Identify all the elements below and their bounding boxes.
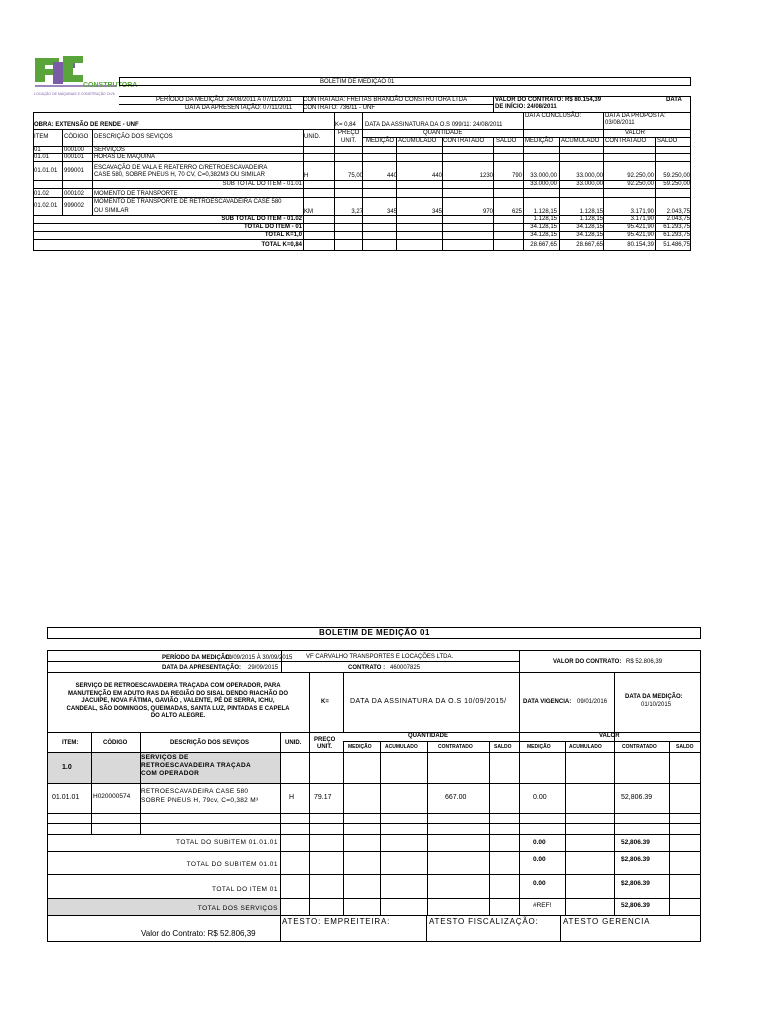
- top-h-preco2: UNIT.: [341, 138, 356, 144]
- top-title-box: [119, 77, 691, 86]
- top-r6-qcon: 970: [482, 209, 493, 215]
- top-r7-vsal: 2.043,75: [666, 216, 690, 222]
- bottom-total-4-vmed: #REF!: [533, 902, 552, 909]
- bottom-valor-contrato-footer: Valor do Contrato: R$ 52.806,39: [141, 929, 256, 938]
- top-inicio: DE INÍCIO: 24/08/2011: [495, 104, 557, 110]
- top-r6-qacu: 345: [431, 209, 442, 215]
- logo-tagline: LOCAÇÃO DE MÁQUINAS E CONSTRUÇÃO CIVIL: [34, 92, 116, 96]
- bottom-servico-line-5: DO ALTO ALEGRE.: [150, 713, 206, 719]
- top-r1-item: 01: [34, 147, 41, 153]
- top-r3-preco: 75,00: [347, 173, 363, 179]
- top-data-proposta-value: 03/08/2011: [605, 120, 635, 126]
- bottom-h-codigo: CÓDIGO: [103, 740, 128, 746]
- bottom-h-q-saldo: SALDO: [494, 744, 512, 750]
- top-contratada: CONTRATADA: FREITAS BRANDÃO CONSTRUTORA LTDA: [303, 97, 468, 103]
- bottom-group-desc-3: COM OPERADOR: [141, 770, 200, 777]
- top-r3-item: 01.01.01: [34, 168, 58, 174]
- top-r6-qsal: 625: [511, 209, 522, 215]
- top-r6-item: 01.02.01: [34, 203, 58, 209]
- bottom-title: BOLETIM DE MEDIÇÃO 01: [319, 628, 430, 637]
- bottom-servico-description: [47, 683, 309, 721]
- top-title: BOLETIM DE MEDIÇÃO 01: [320, 78, 395, 85]
- bottom-line-contratado: 667.00: [445, 794, 467, 801]
- bottom-h-q-acumulado: ACUMULADO: [385, 744, 418, 750]
- bottom-h-v-acumulado: ACUMULADO: [569, 744, 602, 750]
- bottom-line-item: 01.01.01: [52, 794, 80, 801]
- bottom-line-v-contratado: 52,806.39: [621, 794, 653, 801]
- bottom-data-medicao-label: DATA DA MEDIÇÃO:: [625, 694, 683, 700]
- bottom-contrato-label: CONTRATO :: [348, 665, 386, 671]
- bottom-total-4-label: TOTAL DOS SERVIÇOS: [197, 905, 278, 912]
- bottom-h-unid: UNID.: [285, 740, 302, 746]
- top-r9-vcon: 95.421,90: [627, 232, 654, 238]
- top-r4-vsal: 59.250,00: [663, 181, 690, 187]
- top-h-v-acumulado: ACUMULADO: [561, 138, 600, 144]
- top-r3-vmed: 33.000,00: [530, 173, 557, 179]
- top-r3-desc1: ESCAVAÇÃO DE VALA E REATERRO C/RETROESCAVADEIRA: [94, 165, 268, 171]
- top-r8-vmed: 34.128,15: [530, 224, 557, 230]
- atesto-empreiteira: ATESTO: EMPREITEIRA:: [282, 917, 391, 926]
- top-r5-item: 01.02: [34, 191, 50, 197]
- top-r3-desc2: CASE 580, SOBRE PNEUS H, 70 CV, C=0,382M3 OU SIMILAR: [94, 172, 266, 178]
- atesto-gerencia: ATESTO GERENCIA: [563, 917, 651, 926]
- top-r5-desc: MOMENTO DE TRANSPORTE: [94, 191, 178, 197]
- top-r6-qmed: 345: [386, 209, 397, 215]
- top-data-label: DATA: [666, 97, 682, 103]
- top-h-v-contratado: CONTRATADO: [605, 138, 647, 144]
- top-r7-vmed: 1.128,15: [533, 216, 557, 222]
- bottom-h-v-medicao: MEDIÇÃO: [527, 744, 551, 750]
- top-r3-vacu: 33.000,00: [576, 173, 603, 179]
- bottom-h-preco2: UNIT.: [317, 744, 332, 750]
- top-r3-qacu: 440: [431, 173, 442, 179]
- top-h-codigo: CÓDIGO: [64, 134, 89, 140]
- top-h-q-medicao: MEDIÇÃO: [366, 138, 395, 144]
- top-r6-desc2: OU SIMILAR: [94, 208, 129, 214]
- bottom-h-item: ITEM:: [62, 740, 79, 746]
- bottom-line-v-medicao: 0.00: [533, 794, 547, 801]
- top-h-quantidade: QUANTIDADE: [423, 130, 463, 136]
- bottom-contratada: VF CARVALHO TRANSPORTES E LOCAÇÕES LTDA.: [306, 654, 454, 660]
- top-h-q-acumulado: ACUMULADO: [398, 138, 437, 144]
- top-r3-vcon: 92.250,00: [627, 173, 654, 179]
- top-r6-desc1: MOMENTO DE TRANSPORTE DE RETROESCAVADEIRA CASE 580: [94, 199, 282, 205]
- bottom-total-1-label: TOTAL DO SUBITEM 01.01.01: [176, 839, 278, 846]
- top-r10-vacu: 28.667,65: [576, 242, 603, 248]
- top-r6-vsal: 2.043,75: [666, 209, 690, 215]
- top-h-preco1: PREÇO: [338, 130, 360, 136]
- top-h-descricao: DESCRIÇÃO DOS SEVIÇOS: [94, 134, 173, 140]
- top-r3-unid: H: [304, 173, 309, 179]
- top-r6-preco: 3,27: [351, 209, 363, 215]
- top-r6-vcon: 3.171,90: [630, 209, 654, 215]
- bottom-servico-line-2: MANUTENÇÃO EM ADUTO RAS DA REGIÃO DO SISAL DENDO RIACHÃO DO: [67, 690, 288, 697]
- bottom-data-assinatura: DATA DA ASSINATURA DA O.S 10/09/2015/: [350, 698, 507, 705]
- top-r3-codigo: 999001: [64, 168, 85, 174]
- bottom-total-4-vcon: 52,806.39: [621, 902, 650, 909]
- bottom-periodo-label: PERÍODO DA MEDIÇÃO:: [162, 655, 232, 661]
- bottom-total-2-vcon: $2,806.39: [621, 856, 650, 863]
- top-valor-contrato: VALOR DO CONTRATO: R$ 80.154,39: [495, 97, 602, 103]
- bottom-total-3-vcon: $2,806.39: [621, 880, 650, 887]
- top-r6-vacu: 1.128,15: [579, 209, 603, 215]
- top-r8-vacu: 34.128,15: [576, 224, 603, 230]
- top-h-q-contratado: CONTRATADO: [443, 138, 485, 144]
- bottom-h-v-contratado: CONTRATADO: [622, 744, 657, 750]
- top-h-item: ITEM: [34, 134, 49, 140]
- top-data-conclusao: DATA CONCLUSÃO:: [525, 113, 582, 119]
- top-h-v-medicao: MEDIÇÃO: [525, 138, 554, 144]
- top-r4-total: SUB TOTAL DO ITEM - 01.01: [222, 181, 302, 187]
- top-r4-vcon: 92.250,00: [627, 181, 654, 187]
- top-r2-codigo: 000101: [64, 154, 85, 160]
- bottom-servico-line-1: SERVIÇO DE RETROESCAVADEIRA TRAÇADA COM OPERADOR, PARA: [75, 683, 281, 689]
- bottom-servico-line-3: JACUIPE, NOVA FÁTIMA, GAVIÃO , VALENTE, PÉ DE SERRA, ICHU,: [81, 698, 275, 704]
- bottom-h-descricao: DESCRIÇÃO DOS SEVIÇOS: [170, 740, 250, 746]
- top-r9-total: TOTAL K=1,0: [264, 232, 302, 238]
- top-r3-qsal: 790: [511, 173, 522, 179]
- top-r10-vmed: 28.667,65: [530, 242, 557, 248]
- top-r4-vmed: 33.000,00: [530, 181, 557, 187]
- top-h-unid: UNID.: [304, 134, 321, 140]
- logo-company-name: CONSTRUTORA: [83, 82, 138, 89]
- bottom-line-desc-1: RETROESCAVADEIRA CASE 580: [141, 788, 249, 795]
- top-r4-vacu: 33.000,00: [576, 181, 603, 187]
- bottom-line-codigo: H020000574: [93, 793, 131, 800]
- bottom-total-2-label: TOTAL DO SUBITEM 01.01: [186, 861, 278, 868]
- bottom-k: K=: [321, 699, 329, 705]
- bottom-apresentacao-label: DATA DA APRESENTAÇÃO:: [162, 665, 241, 671]
- bottom-h-q-medicao: MEDIÇÃO: [348, 744, 372, 750]
- bottom-total-1-vcon: 52,806.39: [621, 839, 650, 846]
- bottom-h-preco1: PREÇO: [314, 737, 336, 743]
- top-r2-item: 01.01: [34, 154, 50, 160]
- bottom-group-desc-1: SERVIÇOS DE: [141, 754, 189, 761]
- top-contrato: CONTRATO: 736/11 - UNF: [303, 105, 376, 111]
- bottom-line-desc-2: SOBRE PNEUS H, 79cv, C=0,382 M³: [141, 797, 259, 804]
- top-r8-vcon: 95.421,90: [627, 224, 654, 230]
- bottom-h-v-saldo: SALDO: [676, 744, 694, 750]
- bottom-total-3-vmed: 0.00: [533, 880, 546, 887]
- bottom-apresentacao-value: 29/09/2015: [248, 665, 279, 671]
- top-r10-total: TOTAL K=0,84: [261, 242, 302, 248]
- bottom-group-desc-2: RETROESCAVADEIRA TRAÇADA: [141, 762, 251, 769]
- top-r6-vmed: 1.128,15: [533, 209, 557, 215]
- bottom-servico-line-4: CANDEAL, SÃO DOMINGOS, QUEIMADAS, SANTA LUZ, PINTADAS E CAPELA: [66, 705, 290, 712]
- bottom-h-q-contratado: CONTRATADO: [438, 744, 473, 750]
- top-r8-total: TOTAL DO ITEM - 01: [243, 224, 302, 230]
- top-r7-vcon: 3.171,90: [630, 216, 654, 222]
- top-r1-desc: SERVIÇOS: [94, 147, 125, 153]
- top-r9-vsal: 61.293,75: [663, 232, 690, 238]
- bottom-vigencia-value: 09/01/2016: [577, 699, 608, 705]
- top-r10-vsal: 51.486,75: [663, 242, 690, 248]
- bottom-contrato-value: 460007825: [390, 665, 421, 671]
- bottom-periodo-value: 10/09/2015 À 30/09/2015: [225, 655, 293, 661]
- bottom-total-3-label: TOTAL DO ITEM 01: [211, 886, 278, 893]
- top-data-apresentacao: DATA DA APRESENTAÇÃO: 07/11/2011: [185, 105, 293, 111]
- top-r9-vacu: 34.128,15: [576, 232, 603, 238]
- top-periodo: PERÍODO DA MEDIÇÃO: 24/08/2011 A 07/11/2011: [156, 97, 292, 103]
- top-r3-vsal: 59.250,00: [663, 173, 690, 179]
- top-h-valor: VALOR: [625, 130, 645, 136]
- top-obra: OBRA: EXTENSÃO DE RENDE - UNF: [34, 122, 139, 128]
- bottom-data-medicao-value: 01/10/2015: [641, 702, 672, 708]
- bottom-valor-label: VALOR DO CONTRATO:: [553, 659, 622, 665]
- top-r2-desc: HORAS DE MAQUINA: [94, 154, 156, 160]
- top-r3-qmed: 440: [386, 173, 397, 179]
- bottom-valor-value: R$ 52.806,39: [626, 659, 663, 665]
- top-r8-vsal: 61.293,75: [663, 224, 690, 230]
- bottom-total-2-vmed: 0.00: [533, 856, 546, 863]
- bottom-h-quantidade: QUANTIDADE: [408, 733, 448, 739]
- top-h-v-saldo: SALDO: [657, 138, 678, 144]
- bottom-h-valor: VALOR: [599, 733, 620, 739]
- company-logo: [33, 52, 138, 98]
- top-r5-codigo: 000102: [64, 191, 85, 197]
- top-r6-unid: KM: [304, 209, 313, 215]
- top-r7-vacu: 1.128,15: [579, 216, 603, 222]
- top-r9-vmed: 34.128,15: [530, 232, 557, 238]
- bottom-vigencia-label: DATA VIGENCIA:: [523, 699, 572, 705]
- top-r3-qcon: 1230: [479, 173, 493, 179]
- bottom-group-item: 1.0: [62, 764, 72, 771]
- top-k: K= 0,84: [335, 122, 356, 128]
- top-r1-codigo: 000100: [64, 147, 85, 153]
- top-data-proposta: DATA DA PROPOSTA:: [605, 113, 666, 119]
- bottom-line-unid: H: [289, 794, 295, 801]
- top-data-assinatura: DATA DA ASSINATURA DA O.S 099/11: 24/08/2011: [365, 122, 503, 128]
- top-r7-total: SUB TOTAL DO ITEM - 01.02: [221, 216, 302, 222]
- bottom-total-1-vmed: 0.00: [533, 839, 546, 846]
- top-r10-vcon: 80.154,39: [627, 242, 654, 248]
- bottom-line-preco: 79.17: [314, 794, 332, 801]
- top-r6-codigo: 999002: [64, 203, 85, 209]
- atesto-fiscalizacao: ATESTO FISCALIZAÇÃO:: [429, 917, 539, 926]
- top-h-q-saldo: SALDO: [496, 138, 517, 144]
